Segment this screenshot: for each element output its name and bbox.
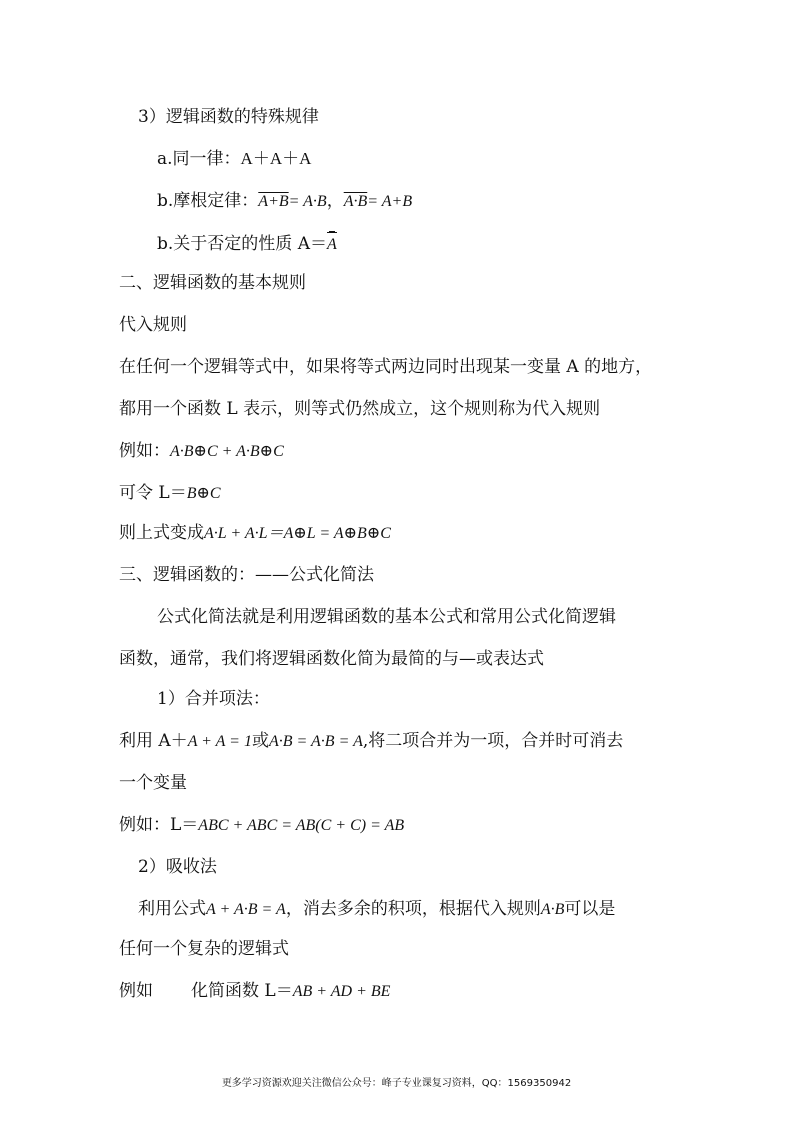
- text-line: 任何一个复杂的逻辑式: [119, 939, 289, 959]
- formula: AB + AD + BE: [292, 983, 391, 1000]
- text-line: 3）逻辑函数的特殊规律: [138, 107, 319, 127]
- label: 利用 A＋: [119, 731, 188, 751]
- label: 例如: [119, 981, 153, 1001]
- label: b.关于否定的性质 A＝: [157, 234, 327, 254]
- formula: A + A = 1: [187, 733, 252, 750]
- label: ，消去多余的积项，根据代入规则: [285, 899, 541, 919]
- formula: A+B: [258, 193, 289, 210]
- text-line: [138, 898, 615, 921]
- formula: B⊕C: [186, 485, 221, 502]
- text-line: [157, 148, 311, 170]
- text-line: [119, 730, 623, 753]
- label: 可令 L＝: [119, 483, 187, 503]
- label: b.摩根定律：: [157, 191, 259, 211]
- text-line: [119, 980, 390, 1003]
- formula: A·B⊕C + A·B⊕C: [170, 443, 284, 460]
- formula: A + A·B = A: [206, 901, 286, 918]
- text-line: 2）吸收法: [138, 857, 217, 877]
- text-line: [119, 814, 404, 837]
- formula: = A+B: [367, 193, 413, 210]
- label: 化简函数 L＝: [191, 981, 293, 1001]
- text-line: [119, 522, 391, 545]
- formula: A: [327, 232, 337, 256]
- label: 利用公式: [138, 899, 206, 919]
- page-footer: 更多学习资源欢迎关注微信公众号：峰子专业课复习资料，QQ：1569350942: [221, 1078, 572, 1089]
- text-line: 1）合并项法：: [157, 689, 270, 709]
- separator: ，: [326, 191, 344, 211]
- text-line: 在任何一个逻辑等式中，如果将等式两边同时出现某一变量 A 的地方，: [119, 357, 653, 377]
- text-line: [157, 190, 412, 213]
- text-line: [119, 440, 284, 463]
- text-line: [119, 482, 221, 505]
- formula: A·B = A·B = A: [268, 733, 363, 750]
- label: 例如：: [119, 441, 170, 461]
- text-line: 一个变量: [119, 773, 187, 793]
- label: ,将二项合并为一项，合并时可消去: [362, 731, 624, 751]
- label: 例如：L＝: [119, 815, 199, 835]
- text-line: [157, 232, 337, 256]
- formula: A＋A＋A: [240, 149, 312, 168]
- formula: ABC + ABC = AB(C + C) = AB: [198, 817, 405, 834]
- text-line: 公式化简法就是利用逻辑函数的基本公式和常用公式化简逻辑: [157, 607, 616, 627]
- text-line: 代入规则: [119, 315, 187, 335]
- label: 可以是: [564, 899, 616, 919]
- text-line: 都用一个函数 L 表示，则等式仍然成立，这个规则称为代入规则: [119, 399, 601, 419]
- formula: A·B: [343, 193, 368, 210]
- formula: A·B: [540, 901, 565, 918]
- section-heading: 三、逻辑函数的：——公式化简法: [119, 565, 374, 585]
- formula: = A·B: [288, 193, 327, 210]
- label: 或: [251, 731, 269, 751]
- text-line: 函数，通常，我们将逻辑函数化简为最简的与—或表达式: [119, 649, 544, 669]
- formula: A·L + A·L＝A⊕L = A⊕B⊕C: [204, 525, 391, 542]
- section-heading: 二、逻辑函数的基本规则: [119, 273, 306, 293]
- label: 则上式变成: [119, 523, 204, 543]
- label: a.同一律：: [157, 149, 241, 169]
